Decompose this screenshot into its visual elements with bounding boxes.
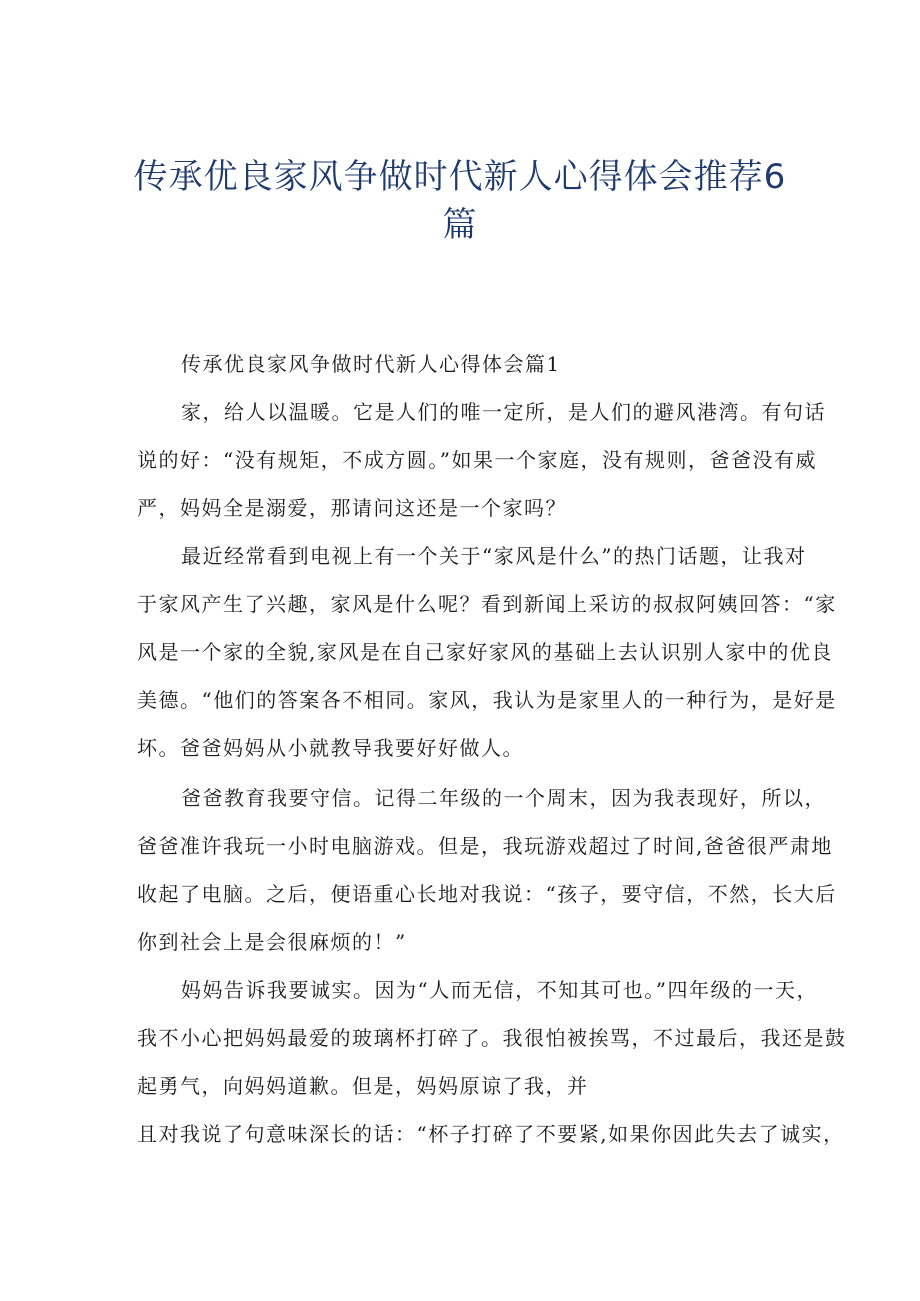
text-line: 风是一个家的全貌,家风是在自己家好家风的基础上去认识别人家中的优良 bbox=[137, 640, 833, 664]
text-line: 你到社会上是会很麻烦的！” bbox=[137, 930, 407, 954]
text-line: 说的好：“没有规矩，不成方圆。”如果一个家庭，没有规则，爸爸没有威 bbox=[137, 448, 817, 472]
text-line: 坏。爸爸妈妈从小就教导我要好好做人。 bbox=[137, 736, 524, 760]
text-line: 妈妈告诉我要诚实。因为“人而无信，不知其可也。”四年级的一天， bbox=[181, 978, 818, 1002]
text-line: 于家风产生了兴趣，家风是什么呢？看到新闻上采访的叔叔阿姨回答：“家 bbox=[137, 592, 837, 616]
text-line: 且对我说了句意味深长的话：“杯子打碎了不要紧,如果你因此失去了诚实， bbox=[137, 1122, 845, 1146]
section-heading: 传承优良家风争做时代新人心得体会篇1 bbox=[181, 352, 561, 376]
text-line: 我不小心把妈妈最爱的玻璃杯打碎了。我很怕被挨骂，不过最后，我还是鼓 bbox=[137, 1026, 847, 1050]
text-line: 最近经常看到电视上有一个关于“家风是什么”的热门话题，让我对 bbox=[181, 544, 807, 568]
text-line: 收起了电脑。之后，便语重心长地对我说：“孩子，要守信，不然，长大后 bbox=[137, 882, 837, 906]
text-line: 爸爸准许我玩一小时电脑游戏。但是，我玩游戏超过了时间,爸爸很严肃地 bbox=[137, 834, 833, 858]
page-title-line-1: 传承优良家风争做时代新人心得体会推荐6 bbox=[133, 157, 787, 197]
text-line: 起勇气，向妈妈道歉。但是，妈妈原谅了我，并 bbox=[137, 1074, 589, 1098]
text-line: 严，妈妈全是溺爱，那请问这还是一个家吗？ bbox=[137, 496, 567, 520]
text-line: 家，给人以温暖。它是人们的唯一定所，是人们的避风港湾。有句话 bbox=[181, 400, 826, 424]
text-line: 美德。“他们的答案各不相同。家风，我认为是家里人的一种行为，是好是 bbox=[137, 688, 837, 712]
page-title-line-2: 篇 bbox=[442, 205, 478, 245]
text-line: 爸爸教育我要守信。记得二年级的一个周末，因为我表现好，所以， bbox=[181, 786, 826, 810]
